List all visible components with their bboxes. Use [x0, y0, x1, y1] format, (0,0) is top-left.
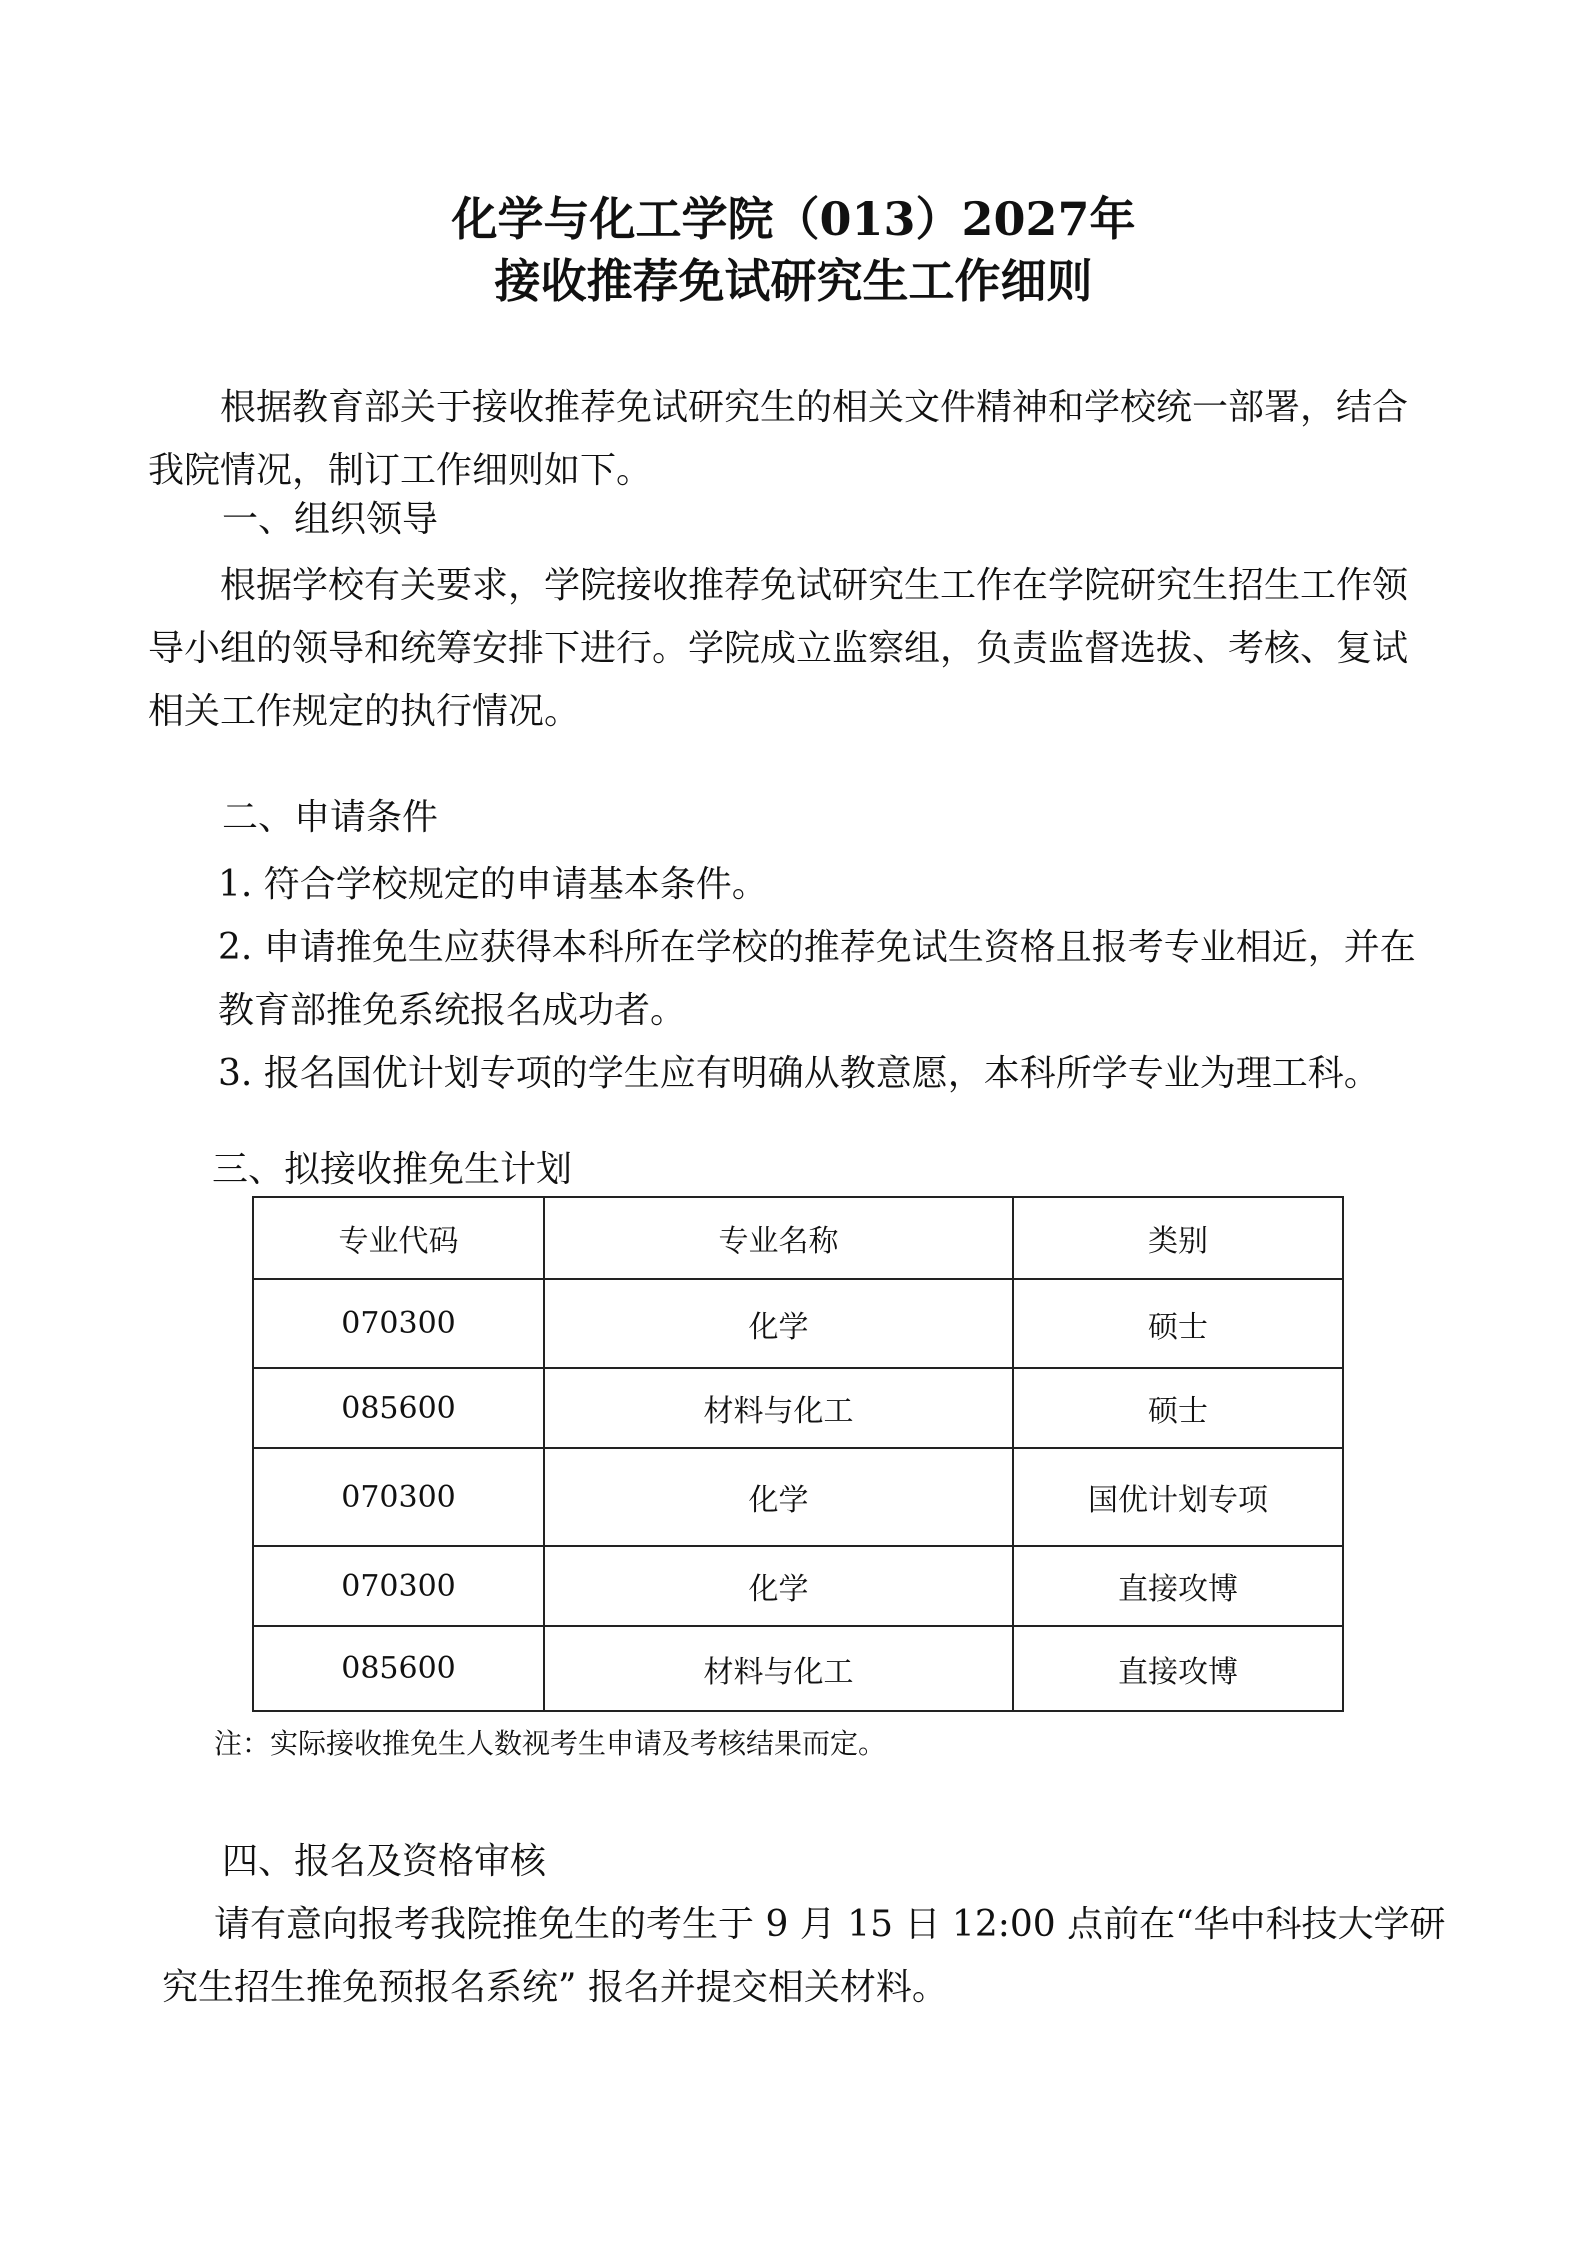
intro-line1: 根据教育部关于接收推荐免试研究生的相关文件精神和学校统一部署，结合 [220, 387, 1409, 428]
cell-category: 直接攻博 [1013, 1546, 1343, 1626]
section1-paragraph [148, 554, 1448, 743]
cell-major-code: 070300 [253, 1546, 544, 1626]
table-header-row [253, 1197, 1343, 1279]
cell-category: 国优计划专项 [1013, 1448, 1343, 1546]
intro-line2: 我院情况，制订工作细则如下。 [148, 450, 653, 491]
cell-major-name: 化学 [544, 1448, 1013, 1546]
section2-item1: 1. 符合学校规定的申请基本条件。 [218, 864, 768, 905]
header-major-name: 专业名称 [544, 1197, 1013, 1279]
section2-item2-line1: 2. 申请推免生应获得本科所在学校的推荐免试生资格且报考专业相近，并在 [218, 927, 1416, 968]
section1-line2: 导小组的领导和统筹安排下进行。学院成立监察组，负责监督选拔、考核、复试 [148, 628, 1409, 669]
table-row [253, 1626, 1343, 1711]
cell-major-code: 085600 [253, 1368, 544, 1448]
header-category: 类别 [1013, 1197, 1343, 1279]
cell-major-code: 070300 [253, 1279, 544, 1368]
section2-item2-line2: 教育部推免系统报名成功者。 [218, 990, 687, 1031]
section4-line1: 请有意向报考我院推免生的考生于 9 月 15 日 12:00 点前在“华中科技大学研 [214, 1904, 1446, 1945]
cell-major-name: 化学 [544, 1546, 1013, 1626]
table-row [253, 1448, 1343, 1546]
document-title-line2: 接收推荐免试研究生工作细则 [494, 254, 1093, 308]
cell-category: 硕士 [1013, 1368, 1343, 1448]
intro-paragraph [148, 376, 1448, 502]
cell-major-name: 化学 [544, 1279, 1013, 1368]
section2-item3: 3. 报名国优计划专项的学生应有明确从教意愿，本科所学专业为理工科。 [218, 1053, 1380, 1094]
cell-major-name: 材料与化工 [544, 1626, 1013, 1711]
cell-major-name: 材料与化工 [544, 1368, 1013, 1448]
header-major-code: 专业代码 [253, 1197, 544, 1279]
cell-category: 硕士 [1013, 1279, 1343, 1368]
table-row [253, 1368, 1343, 1448]
section2-list [218, 853, 1450, 1105]
table-row [253, 1279, 1343, 1368]
section4-heading: 四、报名及资格审核 [222, 1841, 547, 1882]
cell-major-code: 085600 [253, 1626, 544, 1711]
section1-line1: 根据学校有关要求，学院接收推荐免试研究生工作在学院研究生招生工作领 [220, 565, 1409, 606]
table-row [253, 1546, 1343, 1626]
document-title-line1: 化学与化工学院（013）2027年 [451, 192, 1136, 246]
section1-heading: 一、组织领导 [222, 499, 439, 540]
section4-paragraph [148, 1893, 1448, 2019]
cell-major-code: 070300 [253, 1448, 544, 1546]
cell-category: 直接攻博 [1013, 1626, 1343, 1711]
table-note: 注：实际接收推免生人数视考生申请及考核结果而定。 [214, 1727, 887, 1760]
enrollment-plan-table [252, 1196, 1344, 1712]
section1-line3: 相关工作规定的执行情况。 [148, 691, 581, 732]
section4-line2: 究生招生推免预报名系统” 报名并提交相关材料。 [162, 1967, 948, 2008]
section3-heading: 三、拟接收推免生计划 [212, 1149, 573, 1190]
section2-heading: 二、申请条件 [222, 797, 439, 838]
